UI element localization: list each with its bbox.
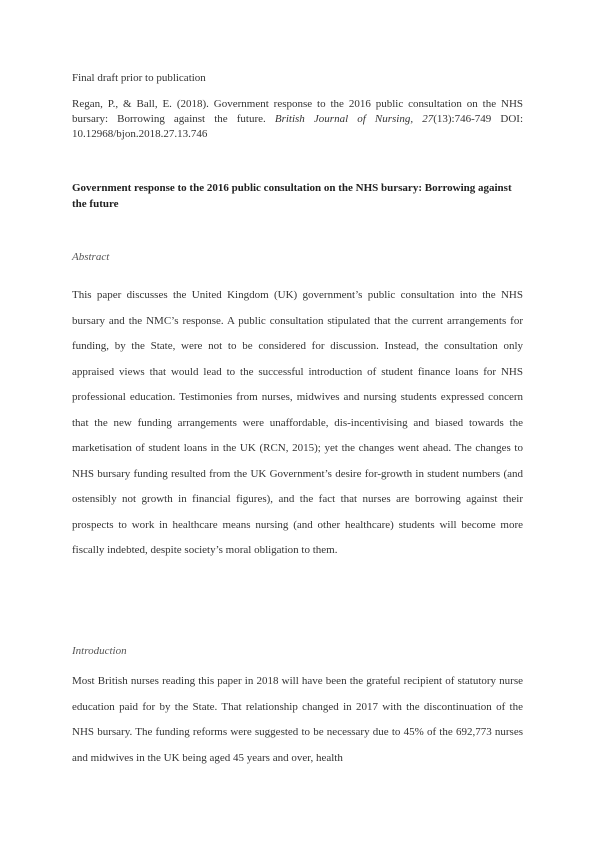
draft-note: Final draft prior to publication [72,72,206,84]
citation-doi: (13):746-749 DOI: 10.12968/bjon.2018.27.13.746 [72,113,523,140]
introduction-text: Most British nurses reading this paper in 2018 will have been the grateful recipient of statutory nurse education paid for by the State. That relationship changed in 2017 with the discontinuation of the NHS bursary. The funding reforms were suggested to be necessary due to 45% of the 692,773 nurses and midwives in the UK being aged 45 years and over, health [72,675,523,764]
introduction-heading: Introduction [72,645,127,657]
paper-title: Government response to the 2016 public consultation on the NHS bursary: Borrowing against the future [72,182,512,210]
abstract-text: This paper discusses the United Kingdom (UK) government’s public consultation into the NHS bursary and the NMC’s response. A public consultation stipulated that the current arrangements for funding, by the State, were not to be considered for discussion. Instead, the consultation only appraised views that would lead to the successful introduction of student finance loans for NHS professional education. Testimonies from nurses, midwives and nursing students expressed concern that the new funding arrangements were unaffordable, dis-incentivising and biased towards the marketisation of student loans in the UK (RCN, 2015); yet the changes went ahead. The changes to NHS bursary funding resulted from the UK Government’s desire for-growth in student numbers (and ostensibly not growth in financial figures), and the fact that nurses are borrowing against their prospects to work in healthcare means nursing (and other healthcare) students will become more fiscally indebted, despite society’s moral obligation to them. [72,289,523,556]
citation-authors: Regan, P., & Ball, E. (2018). Government response to the 2016 public consultation on the NHS bursary: Borrowing against the future. [72,98,523,125]
citation [72,97,523,142]
abstract-heading: Abstract [72,251,110,263]
citation-journal: British Journal of Nursing, 27 [274,113,434,125]
